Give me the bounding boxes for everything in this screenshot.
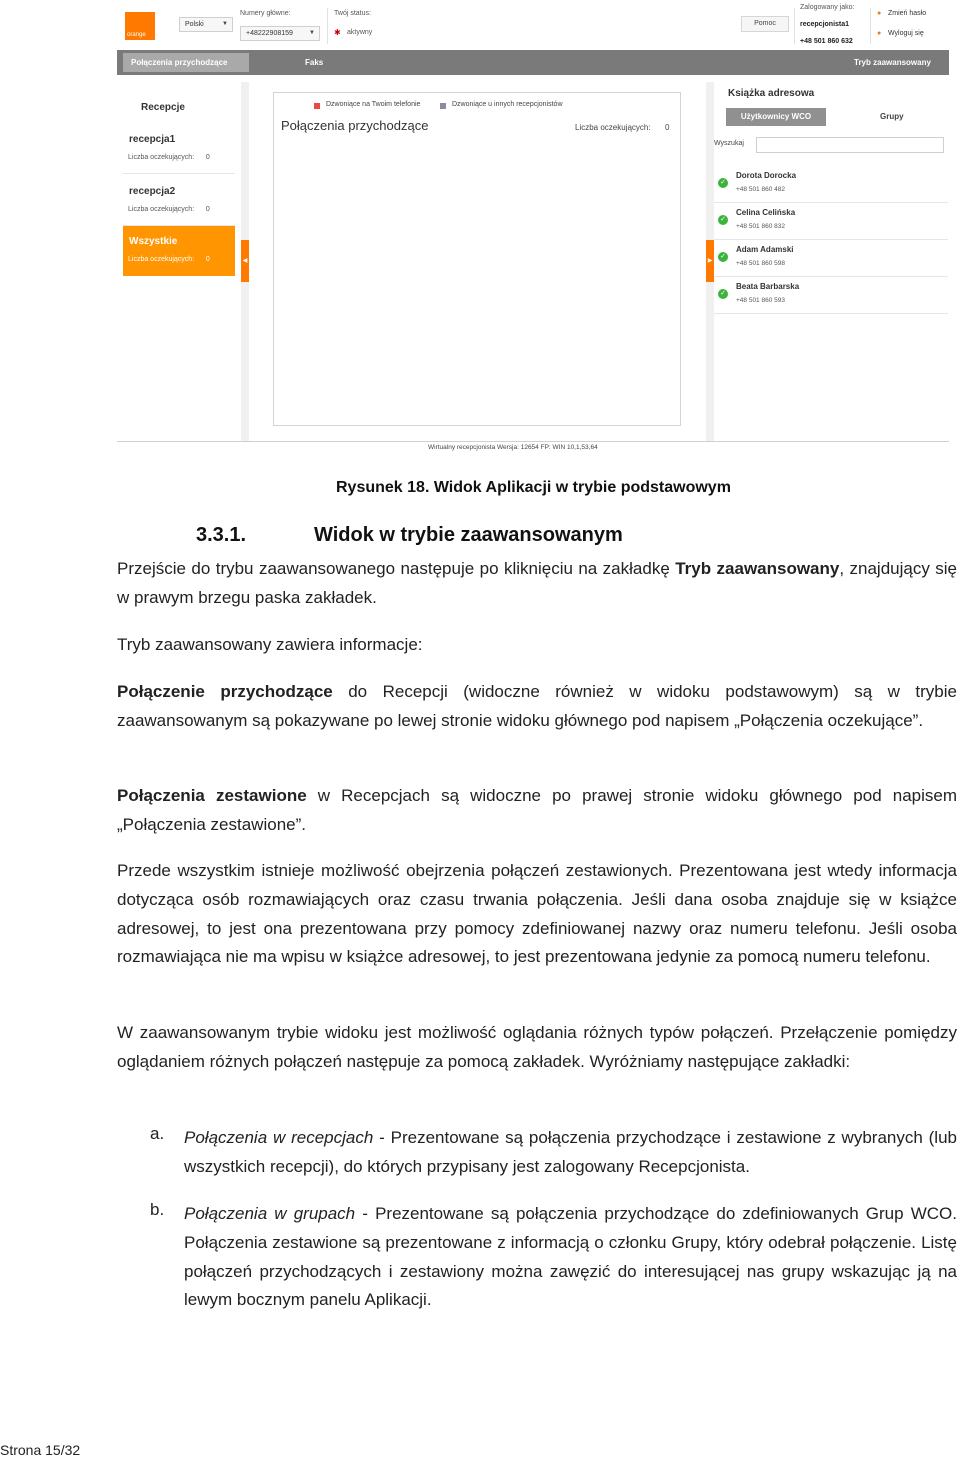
contact-phone: +48 501 860 832 — [736, 223, 785, 230]
available-icon: ✓ — [718, 252, 728, 262]
list-marker: b. — [150, 1200, 165, 1219]
legend-own-phone-swatch — [314, 103, 320, 109]
collapse-left-icon[interactable]: ◀ — [241, 240, 249, 282]
tab-wco-users[interactable]: Użytkownicy WCO — [726, 108, 826, 126]
waiting-count: Liczba oczekujących: 0 — [128, 206, 210, 213]
receptions-panel — [117, 82, 241, 442]
list-marker: a. — [150, 1124, 165, 1143]
paragraph: Połączenia zestawione w Recepcjach są widoczne po prawej stronie widoku głównego pod napisem „Połączenia zestawione”. — [117, 786, 957, 834]
logout-link[interactable]: Wyloguj się — [888, 30, 924, 37]
incoming-calls-panel — [273, 92, 681, 426]
list-item: Połączenia w grupach - Prezentowane są połączenia przychodzące do zdefiniowanych Grup WCO. Połączenia zestawione są prezentowane z informacją o członku Grupy, który odebrał połączenie. Listę połączeń przychodzących i zestawiony można zawęzić do interesującej nas grupy wskazując ją na lewym bocznym panelu Aplikacji. — [184, 1204, 957, 1310]
status-icon: ✱ — [334, 28, 341, 37]
chevron-down-icon: ▼ — [222, 21, 228, 27]
reception-name: recepcja2 — [129, 186, 176, 197]
main-number-label: Numery główne: — [240, 10, 291, 17]
contact-name: Celina Celińska — [736, 208, 796, 217]
legend-other-swatch — [440, 103, 446, 109]
search-input[interactable] — [756, 137, 944, 153]
available-icon: ✓ — [718, 215, 728, 225]
address-book-panel — [714, 82, 949, 442]
list-item: Połączenia w recepcjach - Prezentowane są połączenia przychodzące i zestawione z wybranych (lub wszystkich recepcji), do których przypisany jest zalogowany Recepcjonista. — [184, 1128, 957, 1176]
receptions-title: Recepcje — [141, 102, 185, 113]
divider — [117, 441, 949, 442]
tab-bar — [117, 50, 949, 75]
help-button[interactable]: Pomoc — [741, 16, 789, 32]
left-collapse-bar — [241, 82, 249, 442]
reception-name: recepcja1 — [129, 134, 176, 145]
logged-phone: +48 501 860 632 — [800, 38, 853, 45]
contact-phone: +48 501 860 593 — [736, 297, 785, 304]
contact-phone: +48 501 860 482 — [736, 186, 785, 193]
tab-groups[interactable]: Grupy — [880, 112, 904, 121]
search-label: Wyszukaj — [714, 140, 744, 147]
logged-user: recepcjonista1 — [800, 21, 850, 28]
incoming-calls-title: Połączenia przychodzące — [281, 118, 429, 133]
divider — [870, 8, 871, 44]
paragraph: Połączenie przychodzące do Recepcji (widoczne również w widoku podstawowym) są w trybie zaawansowanym są pokazywane po lewej stronie widoku głównego pod napisem „Połączenia oczekujące”. — [117, 682, 957, 730]
reception-item-all[interactable] — [123, 226, 235, 276]
collapse-right-icon[interactable]: ▶ — [706, 240, 714, 282]
language-select[interactable] — [179, 17, 233, 32]
tab-advanced-mode[interactable]: Tryb zaawansowany — [854, 58, 931, 67]
reception-name: Wszystkie — [129, 236, 178, 247]
legend-other: Dzwoniące u innych recepcjonistów — [452, 101, 563, 108]
change-password-link[interactable]: Zmień hasło — [888, 10, 927, 17]
logged-as-label: Zalogowany jako: — [800, 4, 855, 11]
contact-name: Adam Adamski — [736, 245, 794, 254]
paragraph: Przejście do trybu zaawansowanego następuje po kliknięciu na zakładkę Tryb zaawansowany, znajdujący się w prawym brzegu paska zakładek. — [117, 559, 957, 607]
waiting-label: Liczba oczekujących: — [575, 123, 651, 132]
status-label: Twój status: — [334, 10, 371, 17]
paragraph: Tryb zaawansowany zawiera informacje: — [117, 635, 423, 654]
language-value: Polski — [185, 21, 204, 28]
page-number: Strona 15/32 — [0, 1442, 81, 1458]
logo-text: orange — [127, 32, 146, 38]
contact-name: Dorota Dorocka — [736, 171, 797, 180]
app-topbar — [117, 0, 949, 50]
app-version-footer: Wirtualny recepcjonista Wersja: 12654 FP: WIN 10,1,53,64 — [428, 444, 598, 451]
divider — [794, 8, 795, 44]
contact-item[interactable] — [714, 240, 948, 277]
paragraph: Przede wszystkim istnieje możliwość obejrzenia połączeń zestawionych. Prezentowana jest wtedy informacja dotycząca osób rozmawiających oraz czasu trwania połączenia. Jeśli dana osoba znajduje się w książce adresowej, to jest ona prezentowana przy pomocy zdefiniowanej nazwy oraz numeru telefonu. Jeśli osoba rozmawiająca nie ma wpisu w książce adresowej, to jest prezentowana jedynie za pomocą numeru telefonu. — [117, 861, 957, 967]
app-screenshot — [117, 0, 949, 456]
contact-item[interactable] — [714, 277, 948, 314]
tab-incoming-calls[interactable]: Połączenia przychodzące — [123, 53, 249, 72]
contact-item[interactable] — [714, 203, 948, 240]
legend-own-phone: Dzwoniące na Twoim telefonie — [326, 101, 421, 108]
main-number-select[interactable] — [240, 26, 320, 41]
orange-logo[interactable] — [125, 12, 155, 40]
chevron-down-icon: ▼ — [309, 30, 315, 36]
address-book-title: Książka adresowa — [728, 88, 815, 99]
contact-name: Beata Barbarska — [736, 282, 800, 291]
contact-phone: +48 501 860 598 — [736, 260, 785, 267]
status-value[interactable]: aktywny — [347, 29, 373, 36]
tab-fax[interactable]: Faks — [305, 58, 324, 67]
contact-item[interactable] — [714, 166, 948, 203]
main-number-value: +48222908159 — [246, 30, 293, 37]
key-icon: ● — [877, 10, 882, 17]
reception-item[interactable] — [123, 176, 235, 226]
waiting-count: Liczba oczekujących: 0 — [128, 256, 210, 263]
logout-icon: ● — [877, 30, 882, 37]
figure-caption: Rysunek 18. Widok Aplikacji w trybie podstawowym — [336, 479, 731, 496]
available-icon: ✓ — [718, 289, 728, 299]
available-icon: ✓ — [718, 178, 728, 188]
right-collapse-bar — [706, 82, 714, 442]
waiting-value: 0 — [665, 123, 670, 132]
divider — [327, 8, 328, 44]
reception-item[interactable] — [123, 124, 235, 174]
section-number: 3.3.1. — [196, 524, 247, 546]
waiting-count: Liczba oczekujących: 0 — [128, 154, 210, 161]
paragraph: W zaawansowanym trybie widoku jest możliwość oglądania różnych typów połączeń. Przełączenie pomiędzy oglądaniem różnych połączeń następuje za pomocą zakładek. Wyróżniamy następujące zakładki: — [117, 1023, 957, 1071]
section-title: Widok w trybie zaawansowanym — [314, 524, 623, 546]
